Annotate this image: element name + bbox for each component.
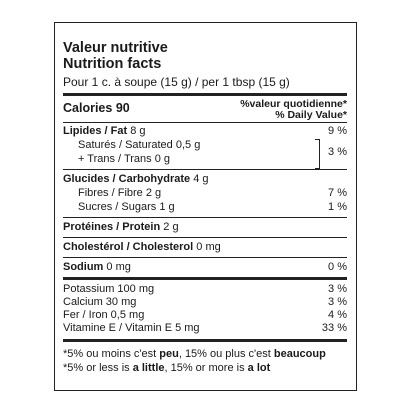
sugars-amount: 1 g xyxy=(159,201,175,213)
footnote-french xyxy=(63,348,326,361)
carbohydrate-amount: 4 g xyxy=(193,173,209,185)
vitamin-e-dv: 33 % xyxy=(321,322,347,334)
footnote-fr-little: peu xyxy=(159,348,179,360)
protein-amount: 2 g xyxy=(163,221,179,233)
calories-label: Calories xyxy=(63,101,113,115)
sodium-amount: 0 mg xyxy=(106,261,131,273)
sugars-row xyxy=(78,201,175,214)
thick-divider xyxy=(63,93,347,96)
iron-row: Fer / Iron 0,5 mg xyxy=(63,309,145,321)
dv-header-english: % Daily Value* xyxy=(275,109,347,121)
thick-divider xyxy=(63,339,347,342)
divider xyxy=(63,237,347,238)
nutrition-facts-panel xyxy=(54,22,357,391)
fat-label: Lipides / Fat xyxy=(63,125,128,137)
footnote-fr-lot: beaucoup xyxy=(273,348,326,360)
footnote-en-text: *5% or less is xyxy=(63,362,133,374)
title-french: Valeur nutritive xyxy=(63,40,168,56)
footnote-fr-text: , 15% ou plus c'est xyxy=(178,348,274,360)
serving-size: Pour 1 c. à soupe (15 g) / per 1 tbsp (15 g) xyxy=(63,75,290,89)
cholesterol-row xyxy=(63,241,221,254)
calcium-row: Calcium 30 mg xyxy=(63,296,137,308)
fat-row xyxy=(63,125,146,138)
potassium-row: Potassium 100 mg xyxy=(63,283,155,295)
vitamin-e-row: Vitamine E / Vitamin E 5 mg xyxy=(63,322,200,334)
divider xyxy=(63,217,347,218)
dv-header-french: %valeur quotidienne* xyxy=(240,98,347,110)
trans-row xyxy=(78,153,170,166)
fibre-amount: 2 g xyxy=(145,187,162,199)
divider xyxy=(63,257,347,258)
fat-amount: 8 g xyxy=(130,125,146,137)
footnote-english xyxy=(63,362,270,375)
fibre-row xyxy=(78,187,161,200)
fibre-dv: 7 % xyxy=(328,187,347,199)
cholesterol-label: Cholestérol / Cholesterol xyxy=(63,241,194,253)
calories-row xyxy=(63,101,130,115)
sugars-dv: 1 % xyxy=(328,201,347,213)
sodium-row xyxy=(63,261,131,274)
iron-dv: 4 % xyxy=(328,309,347,321)
saturated-amount: 0,5 g xyxy=(175,139,201,151)
footnote-en-little: a little xyxy=(132,362,165,374)
trans-label: + Trans / Trans xyxy=(78,153,152,165)
title-english: Nutrition facts xyxy=(63,56,162,72)
sugars-label: Sucres / Sugars xyxy=(78,201,157,213)
footnote-en-text: , 15% or more is xyxy=(164,362,248,374)
fat-dv: 9 % xyxy=(328,125,347,137)
cholesterol-amount: 0 mg xyxy=(196,241,221,253)
calories-value: 90 xyxy=(115,101,130,115)
protein-row xyxy=(63,221,179,234)
divider xyxy=(63,122,347,123)
sodium-label: Sodium xyxy=(63,261,104,273)
thick-divider xyxy=(63,277,347,280)
divider xyxy=(63,169,347,170)
carbohydrate-row xyxy=(63,173,209,186)
calcium-dv: 3 % xyxy=(328,296,347,308)
trans-amount: 0 g xyxy=(154,153,171,165)
footnote-en-lot: a lot xyxy=(247,362,271,374)
fibre-label: Fibres / Fibre xyxy=(78,187,143,199)
combined-dv-bracket xyxy=(315,139,320,169)
daily-value-header xyxy=(240,99,347,121)
potassium-dv: 3 % xyxy=(328,283,347,295)
saturated-row xyxy=(78,139,200,152)
saturated-trans-dv: 3 % xyxy=(328,146,347,158)
protein-label: Protéines / Protein xyxy=(63,221,161,233)
saturated-label: Saturés / Saturated xyxy=(78,139,173,151)
carbohydrate-label: Glucides / Carbohydrate xyxy=(63,173,191,185)
sodium-dv: 0 % xyxy=(328,261,347,273)
footnote-fr-text: *5% ou moins c'est xyxy=(63,348,160,360)
